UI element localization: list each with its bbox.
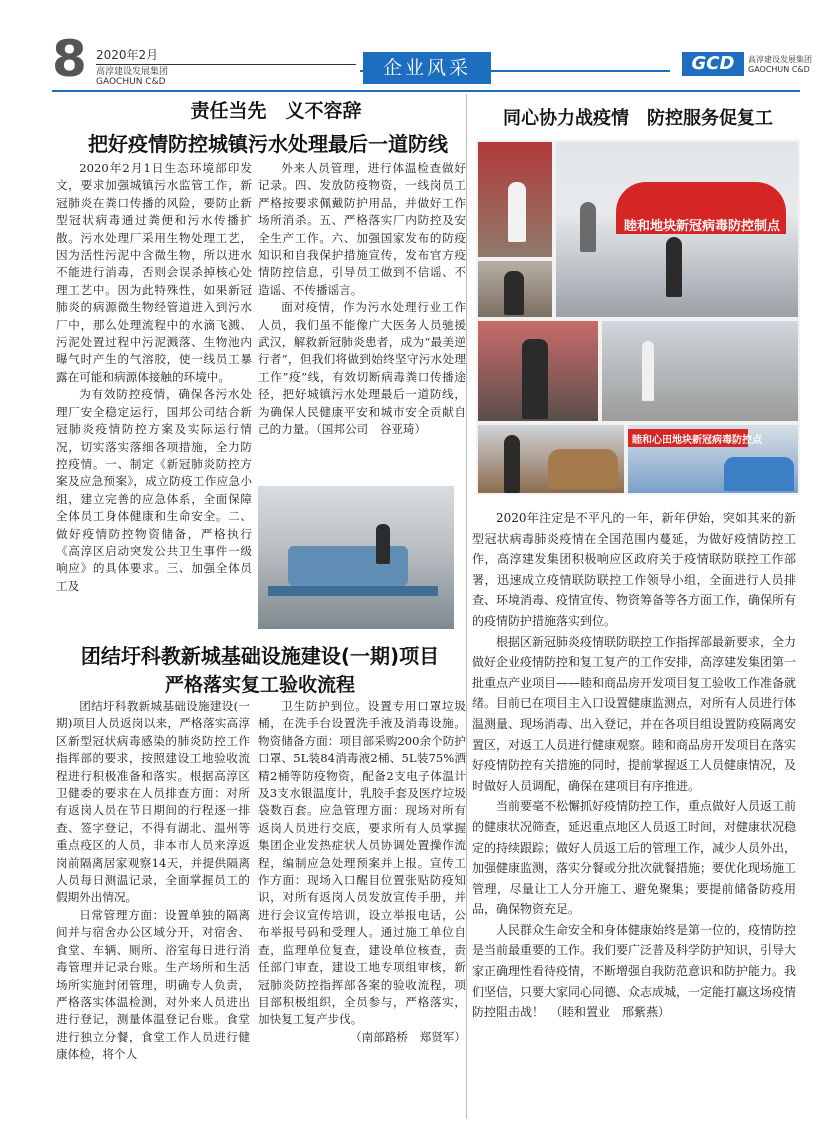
photo-site-entrance (602, 321, 798, 421)
photo-tank (288, 546, 408, 586)
logo-caption-en: GAOCHUN C&D (748, 65, 810, 74)
photo-checkpoint-staff (478, 142, 552, 257)
photo-temperature-check (478, 261, 552, 317)
photo-figure (504, 271, 524, 315)
logo-caption (748, 55, 812, 75)
photo-figure (504, 435, 520, 493)
photo-figure (580, 202, 596, 252)
photo-collage (476, 140, 800, 495)
article1-headline: 责任当先 义不容辞 (190, 100, 362, 122)
photo-figure (508, 182, 526, 242)
paragraph: 2020年2月1日生态环境部印发文，要求加强城镇污水监管工作，新冠肺炎在粪口传播的风险，要防止新型冠状病毒通过粪便和污水传播扩散。污水处理厂采用生物处理工艺，因为活性污泥中含微生物，所以进水不能进行消毒，否则会误杀掉核心处理工艺中。因为此特殊性，如果新冠肺炎的病源微生物经管道进入到污水厂中，那么处理流程中的水滴飞溅、污泥处置过程中污泥溅落、生物池内曝气时产生的气溶胶，使一线员工暴露在可能和病源体接触的环境中。 (56, 161, 252, 384)
article1-column1 (56, 160, 252, 632)
photo-registration (478, 321, 598, 421)
paragraph: 当前要毫不松懈抓好疫情防控工作，重点做好人员返工前的健康状况筛查，延迟重点地区人员返工时间，对健康状况稳定的持续跟踪；做好人员返工后的管理工作，减少人员外出，加强健康监测，落实分餐或分批次就餐措施；要优化现场施工管理，尽量让工人分开施工、避免聚集；要提前储备防疫用品，确保物资充足。 (472, 799, 796, 917)
photo-tent-roof (616, 182, 786, 212)
photo-figure (522, 339, 548, 419)
paragraph: 卫生防护到位。设置专用口罩垃圾桶，在洗手台设置洗手液及消毒设施。物资储备方面：项目部采购200余个防护口罩、5L装84消毒液2桶、5L装75%酒精2桶等防疫物资，配备2支电子体温计及3支水银温度计，乳胶手套及医疗垃圾袋数百套。应急管理方面：现场对所有返岗人员进行交底，要求所有人员掌握集团企业发热症状人员协调处置操作流程，编制应急处理预案并上报。宣传工作方面：现场入口醒目位置张贴防疫知识，对所有返岗人员发放宣传手册，并进行会议宣传培训，设立举报电话，公布举报号码和受理人。通过施工单位自查，监理单位复查，建设单位核查，责任部门审查，建设工地专项组审核，新冠肺炎防控指挥部各案的验收流程，项目部积极组织，全员参与，严格落实，加快复工复产步伐。 (258, 699, 466, 1027)
photo-blue-tent-shape (724, 457, 794, 491)
article3-body (472, 508, 796, 1108)
paragraph: 外来人员管理，进行体温检查做好记录。四、发放防疫物资，一线岗员工严格按要求佩戴防护用品，并做好工作场所消杀。五、严格落实厂内防控及安全生产工作。六、加强国家发布的防疫知识和自我保护措施宣传，发布官方疫情防控信息，引导员工做到不信谣、不造谣、不传播谣言。 (258, 161, 466, 297)
logo-caption-cn: 高淳建设发展集团 (748, 55, 812, 64)
tent-sign: 睦和心田地块新冠病毒防控点 (632, 435, 762, 446)
photo-figure (666, 237, 682, 297)
photo-worker (376, 524, 390, 564)
photo-car-check (478, 425, 624, 493)
gcd-logo: GCD (682, 52, 744, 76)
byline: （南部路桥 郑贤军） (350, 1029, 466, 1044)
paragraph: 人民群众生命安全和身体健康始终是第一位的，疫情防控是当前最重要的工作。我们要广泛普及科学防护知识，引导大家正确理性看待疫情，不断增强自我防范意识和防护能力。我们坚信，只要大家同心同德、众志成城，一定能打赢这场疫情防控阻击战！ （睦和置业 邢紫燕） (472, 922, 796, 1020)
photo-tent-banner (616, 212, 786, 234)
tent-sign: 睦和地块新冠病毒防控制点 (624, 219, 781, 234)
article1-subheadline: 把好疫情防控城镇污水处理最后一道防线 (88, 132, 448, 156)
column-divider (466, 94, 467, 1119)
article2-column2 (258, 698, 466, 1110)
publisher-name-en: GAOCHUN C&D (96, 77, 166, 87)
article3-headline: 同心协力战疫情 防控服务促复工 (503, 108, 773, 129)
water-plant-photo (258, 486, 454, 629)
article1-column2 (258, 160, 466, 485)
article2-subheadline: 严格落实复工验收流程 (164, 674, 355, 696)
paragraph: 根据区新冠肺炎疫情联防联控工作指挥部最新要求，全力做好企业疫情防控和复工复产的工作安排，高淳建发集团第一批重点产业项目——睦和商品房开发项目复工验收工作准备就绪。目前已在项目主入口设置健康监测点，对所有人员进行体温测量、现场消毒、出入登记，并在各项目组设置防疫隔离安置区，对返工人员进行健康观察。睦和商品房开发项目在落实好疫情防控有关措施的同时，提前掌握返工人员健康情况，及时做好人员调配，确保在建项目有序推进。 (472, 634, 796, 793)
photo-pipe (268, 586, 438, 596)
publisher-name (96, 67, 168, 87)
paragraph: 2020年注定是不平凡的一年，新年伊始，突如其来的新型冠状病毒肺炎疫情在全国范围内蔓延，为做好疫情防控工作，高淳建发集团积极响应区政府关于疫情联防联控工作部署，迅速成立疫情联防联控工作领导小组，全面进行人员排查、环境消毒、疫情宣传、物资筹备等各方面工作，确保所有的疫情防护措施落实到位。 (472, 511, 796, 628)
paragraph: 团结圩科教新城基础设施建设(一期)项目人员返岗以来，严格落实高淳区新型冠状病毒感染的肺炎防控工作指挥部的要求，按照建设工地验收流程进行积极准备和落实。根据高淳区卫健委的要求在人员排查方面：对所有返岗人员在节日期间的行程逐一排查、签字登记，不得有湖北、温州等重点疫区的人员，非本市人员来淳返岗前隔离居家观察14天，并提供隔离人员每日测温记录，全面掌握员工的假期外出情况。 (56, 699, 250, 905)
photo-blue-tent (628, 425, 798, 493)
issue-date: 2020年2月 (96, 48, 159, 62)
top-divider (52, 90, 800, 92)
paragraph: 为有效防控疫情，确保各污水处理厂安全稳定运行，国邦公司结合新冠肺炎疫情防控方案及实际运行情况，切实落实落细各项措施，全力防控疫情。一、制定《新冠肺炎防控方案及应急预案》，成立防疫工作应急小组，建立完善的应急体系，全面保障全体员工身体健康和生命安全。二、做好疫情防控物资储备，严格执行《高淳区启动突发公共卫生事件一级响应》的具体要求。三、加强全体员工及 (56, 387, 252, 593)
paragraph: 面对疫情，作为污水处理行业工作人员，我们虽不能像广大医务人员驰援武汉，解救新冠肺炎患者，成为“最美逆行者”，但我们将做到始终坚守污水处理工作”疫”线，有效切断病毒粪口传播途径，把好城镇污水处理最后一道防线，为确保人民健康平安和城市安全贡献自己的力量。（国邦公司 谷亚琦） (258, 300, 466, 437)
photo-tent-checkpoint (556, 142, 798, 317)
paragraph: 日常管理方面：设置单独的隔离间并与宿舍办公区域分开，对宿舍、食堂、车辆、厕所、浴室每日进行消毒管理并记录台账。生产场所和生活场所实施封闭管理，明确专人负责，严格落实体温检测，对外来人员进出进行登记，测量体温登记台账。食堂进行独立分餐，食堂工作人员进行健康体检，将个人 (56, 907, 250, 1062)
section-banner: 企业风采 (363, 52, 491, 84)
photo-figure (642, 341, 654, 401)
photo-car (548, 449, 618, 489)
publisher-name-cn: 高淳建设发展集团 (96, 67, 169, 77)
page-number: 8 (52, 30, 87, 88)
header-rule (96, 64, 356, 65)
article2-headline: 团结圩科教新城基础设施建设(一期)项目 (80, 644, 440, 668)
article2-column1 (56, 698, 250, 1110)
photo-tent-banner (628, 429, 762, 447)
